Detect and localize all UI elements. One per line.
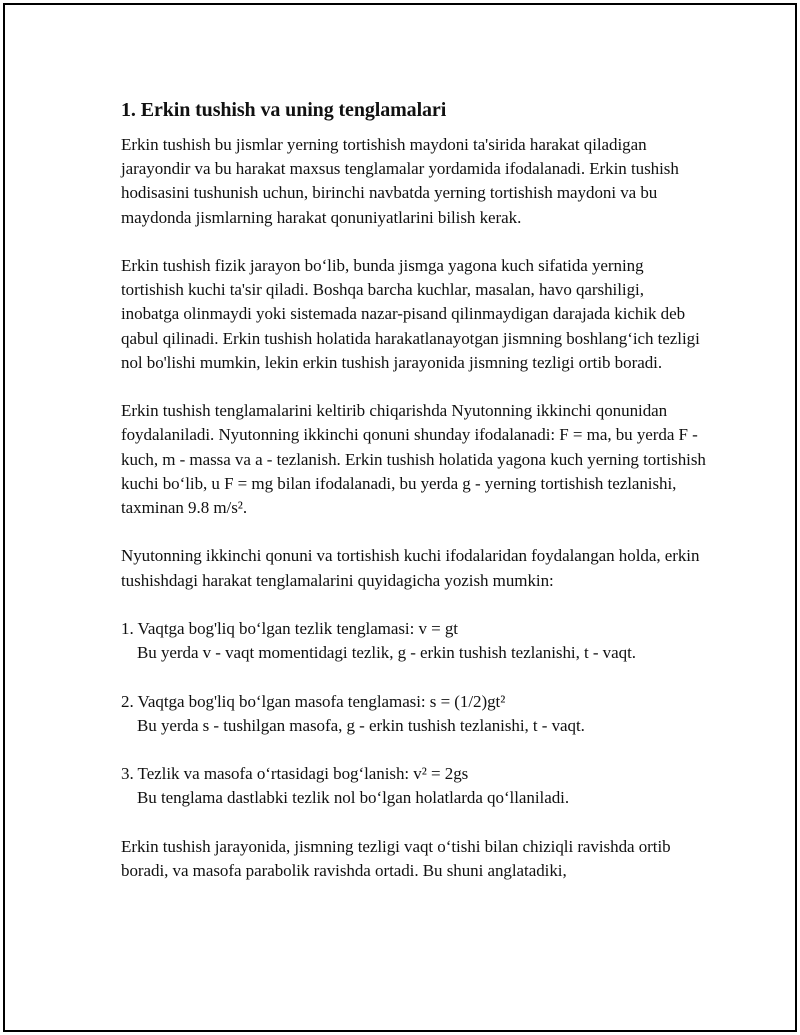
paragraph-definition: Erkin tushish fizik jarayon bo‘lib, bunda jismga yagona kuch sifatida yerning tortishish kuchi ta'sir qiladi. Boshqa barcha kuchlar, masalan, havo qarshiligi, inobatga olinmaydi yoki sistemada nazar-pisand qilinmaydigan darajada kichik deb qabul qilinadi. Erkin tushish holatida harakatlanayotgan jismning boshlang‘ich tezligi nol bo'lishi mumkin, lekin erkin tushish jarayonida jismning tezligi ortib boradi.: [121, 256, 700, 372]
paragraph-intro: Erkin tushish bu jismlar yerning tortishish maydoni ta'sirida harakat qiladigan jarayondir va bu harakat maxsus tenglamalar yordamida ifodalanadi. Erkin tushish hodisasini tushunish uchun, birinchi navbatda yerning tortishish maydoni va bu maydonda jismlarning harakat qonuniyatlarini bilish kerak.: [121, 135, 679, 227]
formula-item-distance: [121, 690, 706, 738]
formula-item-velocity-distance: [121, 762, 706, 810]
paragraph-closing: Erkin tushish jarayonida, jismning tezligi vaqt o‘tishi bilan chiziqli ravishda ortib boradi, va masofa parabolik ravishda ortadi. Bu shuni anglatadiki,: [121, 836, 671, 880]
formula-title: 1. Vaqtga bog'liq bo‘lgan tezlik tenglamasi: v = gt: [121, 619, 458, 638]
formula-item-velocity: [121, 617, 706, 665]
formula-note: Bu tenglama dastlabki tezlik nol bo‘lgan holatlarda qo‘llaniladi.: [137, 788, 570, 808]
formula-title: 2. Vaqtga bog'liq bo‘lgan masofa tenglamasi: s = (1/2)gt²: [121, 691, 506, 711]
formula-note: Bu yerda v - vaqt momentidagi tezlik, g - erkin tushish tezlanishi, t - vaqt.: [137, 643, 636, 663]
document-page: [3, 3, 797, 1032]
paragraph-equations-intro: Nyutonning ikkinchi qonuni va tortishish kuchi ifodalaridan foydalangan holda, erkin tushishdagi harakat tenglamalarini quyidagicha yozish mumkin:: [121, 546, 700, 590]
paragraph-newton-law: Erkin tushish tenglamalarini keltirib chiqarishda Nyutonning ikkinchi qonunidan foydalaniladi. Nyutonning ikkinchi qonuni shunday ifodalanadi: F = ma, bu yerda F - kuch, m - massa va a - tezlanish. Erkin tushish holatida yagona kuch yerning tortishish kuchi bo‘lib, u F = mg bilan ifodalanadi, bu yerda g - yerning tortishish tezlanishi, taxminan 9.8 m/s².: [121, 401, 706, 518]
formula-title: 3. Tezlik va masofa o‘rtasidagi bog‘lanish: v² = 2gs: [121, 764, 469, 784]
formula-note: Bu yerda s - tushilgan masofa, g - erkin tushish tezlanishi, t - vaqt.: [137, 715, 585, 735]
document-content: [121, 97, 706, 907]
section-heading: 1. Erkin tushish va uning tenglamalari: [121, 99, 447, 121]
